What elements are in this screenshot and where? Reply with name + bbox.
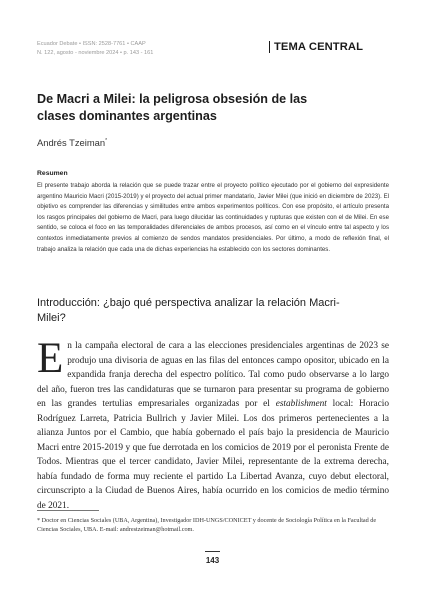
journal-info-line: Ecuador Debate • ISSN: 2528-7761 • CAAP <box>37 41 146 47</box>
journal-issue-line: N. 122, agosto - noviembre 2024 • p. 143 - 161 <box>37 50 154 56</box>
article-title: De Macri a Milei: la peligrosa obsesión de las clases dominantes argentinas <box>37 92 308 123</box>
abstract-heading: Resumen <box>37 170 68 177</box>
body-text-part-2: local: Horacio Rodríguez Larreta, Patricia Bullrich y Javier Milei. Los dos primeros pertenecientes a la alianza Juntos por el Cambio, que había gobernado el país bajo la presidencia de Mauricio Macri entre 2015-2019 y que fue derrotada en los comicios de 2019 por el peronista Frente de Todos. Mientras que el tercer candidato, Javier Milei, representante de la extrema derecha, había fundado de forma muy reciente el partido La Libertad Avanza, cuyo debut electoral, circunscripto a la Ciudad de Buenos Aires, había ocurrido en los comicios de medio término de 2021. <box>37 399 389 511</box>
author-name: Andrés Tzeiman <box>37 137 106 148</box>
journal-info <box>37 40 267 58</box>
page-number: 143 <box>205 556 220 565</box>
body-paragraph <box>37 335 389 513</box>
body-text-part-1: n la campaña electoral de cara a las elecciones presidenciales argentinas de 2023 se produjo una divisoria de aguas en las filas del entonces campo opositor, ubicado en la expandida franja derecha del espectro político. Tal como pudo observarse a lo largo del año, fueron tres las candidaturas que se turnaron para presentar su programa de gobierno en las grandes tertulias empresariales organizadas por el <box>37 341 389 409</box>
author-line <box>37 137 107 148</box>
drop-cap: E <box>37 335 64 382</box>
section-heading: Introducción: ¿bajo qué perspectiva analizar la relación Macri-Milei? <box>37 297 340 324</box>
section-label: TEMA CENTRAL <box>269 41 363 53</box>
author-footnote-mark: * <box>105 137 108 144</box>
body-emphasis: establishment <box>275 399 327 409</box>
footnote-text: * Doctor en Ciencias Sociales (UBA, Argentina), Investigador IDH-UNGS/CONICET y docente de Sociología Política en la Facultad de Ciencias Sociales, UBA. E-mail: andrestzeiman@hotmail.com. <box>37 517 377 533</box>
footnote-divider <box>37 510 99 511</box>
page-number-rule <box>205 551 220 552</box>
abstract-text: El presente trabajo aborda la relación que se puede trazar entre el proyecto político ejecutado por el gobierno del expresidente argentino Mauricio Macri (2015-2019) y el proyecto del actual primer mandatario, Javier Milei (que inició en diciembre de 2023). El objetivo es comprender las diferencias y similitudes entre ambos experimentos políticos. Con ese propósito, el artículo presenta los rasgos principales del gobierno de Macri, para luego dilucidar las continuidades y rupturas que existen con el de Milei. En ese sentido, se coloca el foco en las temporalidades diferenciales de ambos procesos, así como en el vínculo entre tal aspecto y los contextos inmediatamente previos al comienzo de sendos mandatos presidenciales. Por último, a modo de reflexión final, el trabajo analiza la relación que cada una de dichas experiencias ha establecido con los sectores dominantes. <box>37 182 389 253</box>
